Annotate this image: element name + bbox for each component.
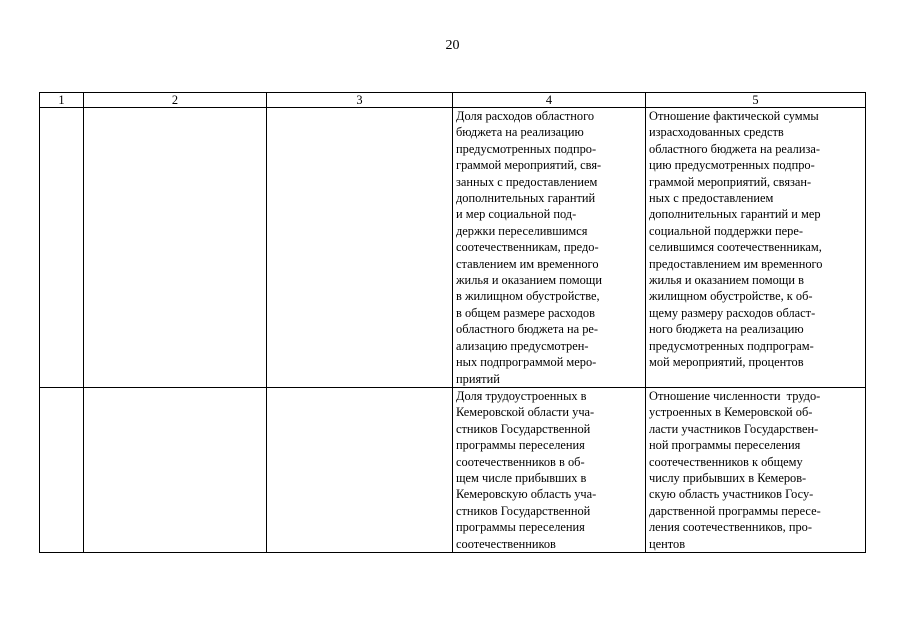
- table-cell-col2: [84, 108, 267, 388]
- table-cell-col1: [40, 108, 84, 388]
- indicator-name-cell: Доля трудоустроенных в Кемеровской области уча- стников Государственной программы переселения соотечественников в об- щем числе прибывших в Кемеровскую область уча- стников Государственной программы переселения соотечественников: [453, 387, 646, 552]
- indicator-method-cell: Отношение фактической суммы израсходованных средств областного бюджета на реализа- цию предусмотренных подпро- граммой мероприятий, связан- ных с предоставлением дополнительных гарантий и мер социальной поддержки пере- селившимся соотечественникам, предоставлением им временного жилья и оказанием помощи в жилищном обустройстве, к об- щему размеру расходов област- ного бюджета на реализацию предусмотренных подпрограм- мой мероприятий, процентов: [646, 108, 866, 388]
- table-cell-col2: [84, 387, 267, 552]
- indicators-table: [39, 92, 866, 553]
- table-cell-col3: [267, 108, 453, 388]
- header-cell-5: 5: [646, 93, 866, 108]
- table-row: [40, 108, 866, 388]
- indicator-name-cell: Доля расходов областного бюджета на реализацию предусмотренных подпро- граммой мероприятий, свя- занных с предоставлением дополнительных гарантий и мер социальной под- держки переселившимся соотечественникам, предо- ставлением им временного жилья и оказанием помощи в жилищном обустройстве, в общем размере расходов областного бюджета на ре- ализацию предусмотрен- ных подпрограммой меро- приятий: [453, 108, 646, 388]
- table-header-row: [40, 93, 866, 108]
- header-cell-1: 1: [40, 93, 84, 108]
- table-cell-col1: [40, 387, 84, 552]
- header-cell-3: 3: [267, 93, 453, 108]
- table-row: [40, 387, 866, 552]
- header-cell-4: 4: [453, 93, 646, 108]
- indicator-method-cell: Отношение численности трудо- устроенных в Кемеровской об- ласти участников Государствен- ной программы переселения соотечественников к общему числу прибывших в Кемеров- скую область участников Госу- дарственной программы пересе- ления соотечественников, про- центов: [646, 387, 866, 552]
- page-number: 20: [445, 38, 460, 53]
- table-cell-col3: [267, 387, 453, 552]
- header-cell-2: 2: [84, 93, 267, 108]
